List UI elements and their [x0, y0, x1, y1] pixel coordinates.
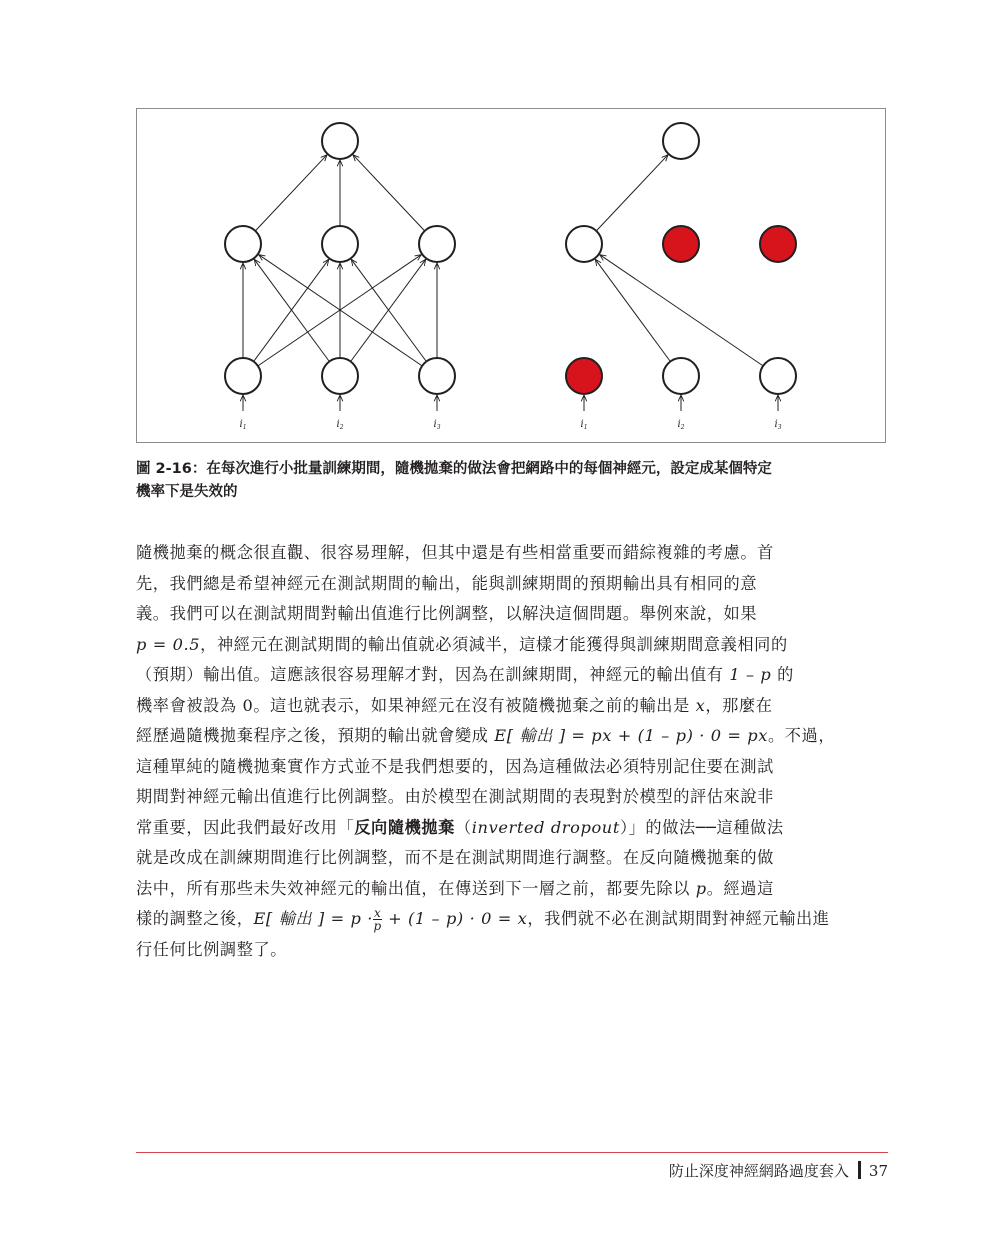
input-label: $i_1$	[580, 419, 588, 431]
running-title: 防止深度神經網路過度套入	[668, 1162, 849, 1180]
caption-line-2: 機率下是失效的	[136, 484, 238, 500]
hidden-neuron	[419, 226, 455, 262]
caption-line-1: 圖 2-16：在每次進行小批量訓練期間，隨機拋棄的做法會把網路中的每個神經元，設定成某個特定	[136, 461, 772, 477]
math-inline: 0	[242, 695, 254, 715]
body-text: ，神經元在測試期間的輸出值就必須減半，這樣才能獲得與訓練期間意義相同的	[200, 634, 788, 654]
body-line	[136, 630, 888, 661]
page-number: 37	[868, 1162, 888, 1180]
body-text: 法中，所有那些未失效神經元的輸出值，在傳送到下一層之前，都要先除以	[136, 878, 690, 898]
figure-caption	[136, 458, 888, 504]
body-text: 。這也就表示，如果神經元在沒有被隨機拋棄之前的輸出是	[253, 695, 690, 715]
body-text: 常重要，因此我們最好改用「	[136, 817, 355, 837]
input-label: $i_1$	[239, 419, 247, 431]
dropout-diagram	[137, 109, 887, 444]
hidden-neuron	[566, 226, 602, 262]
body-line: 隨機拋棄的概念很直觀、很容易理解，但其中還是有些相當重要而錯綜複雜的考慮。首	[136, 543, 774, 562]
body-line	[136, 813, 888, 844]
math-inline: E[ 輸出 ] = px + (1 – p) · 0 = px	[494, 726, 768, 745]
body-text: （預期）輸出值。這應該很容易理解才對，因為在訓練期間，神經元的輸出值有	[136, 665, 724, 684]
body-text: ，那麼在	[705, 695, 773, 715]
body-line	[136, 660, 888, 691]
body-text: 樣的調整之後，	[136, 909, 254, 928]
term-english: inverted dropout	[471, 817, 620, 837]
dropped-hidden-neuron	[663, 226, 699, 262]
dropout-figure	[136, 108, 886, 443]
body-text: 機率會被設為	[136, 695, 237, 715]
input-label: $i_2$	[677, 419, 685, 431]
body-text: （	[454, 817, 472, 837]
hidden-neuron	[322, 226, 358, 262]
input-label: $i_3$	[774, 419, 782, 431]
body-text: ）」的做法──這種做法	[619, 817, 784, 837]
body-text: 。不過，	[767, 726, 836, 745]
input-neuron	[419, 358, 455, 394]
footer-rule	[136, 1152, 888, 1153]
output-neuron	[663, 123, 699, 159]
fraction-denominator: p	[373, 919, 382, 933]
body-text: ，我們就不必在測試期間對神經元輸出進	[527, 909, 830, 928]
body-paragraph	[136, 538, 888, 965]
hidden-neuron	[225, 226, 261, 262]
body-line	[136, 904, 888, 935]
input-neuron	[760, 358, 796, 394]
math-fraction	[373, 907, 382, 932]
dropped-hidden-neuron	[760, 226, 796, 262]
output-neuron	[322, 123, 358, 159]
body-line: 義。我們可以在測試期間對輸出值進行比例調整，以解決這個問題。舉例來說，如果	[136, 604, 758, 623]
math-inline: E[ 輸出 ] = p ·	[253, 909, 373, 928]
term-highlight: 反向隨機拋棄	[354, 817, 455, 837]
math-inline: p = 0.5	[136, 634, 201, 654]
body-text: 的	[777, 665, 794, 684]
connection-arrow	[600, 255, 763, 366]
math-inline: + (1 – p) · 0 = x	[388, 909, 528, 928]
body-line: 這種單純的隨機拋棄實作方式並不是我們想要的，因為這種做法必須特別記住要在測試	[136, 756, 774, 776]
input-neuron	[322, 358, 358, 394]
fraction-numerator: x	[373, 906, 382, 920]
connection-arrow	[255, 155, 327, 231]
connection-arrow	[595, 259, 670, 361]
connection-arrow	[353, 155, 425, 231]
math-inline: x	[695, 695, 706, 715]
body-text: 。經過這	[706, 878, 774, 898]
math-inline: 1 – p	[729, 665, 772, 684]
body-text: 經歷過隨機拋棄程序之後，預期的輸出就會變成	[136, 726, 489, 745]
dropped-input-neuron	[566, 358, 602, 394]
input-neuron	[663, 358, 699, 394]
body-line	[136, 721, 888, 752]
body-line: 行任何比例調整了。	[136, 939, 288, 959]
input-label: $i_2$	[336, 419, 344, 431]
body-line: 期間對神經元輸出值進行比例調整。由於模型在測試期間的表現對於模型的評估來說非	[136, 787, 774, 806]
body-line	[136, 874, 888, 905]
math-inline: p	[695, 878, 707, 898]
body-line	[136, 691, 888, 722]
input-label: $i_3$	[433, 419, 441, 431]
body-line: 先，我們總是希望神經元在測試期間的輸出，能與訓練期間的預期輸出具有相同的意	[136, 573, 758, 593]
page-footer	[669, 1160, 888, 1181]
footer-separator	[858, 1161, 861, 1179]
body-line: 就是改成在訓練期間進行比例調整，而不是在測試期間進行調整。在反向隨機拋棄的做	[136, 848, 774, 867]
input-neuron	[225, 358, 261, 394]
connection-arrow	[596, 155, 668, 231]
